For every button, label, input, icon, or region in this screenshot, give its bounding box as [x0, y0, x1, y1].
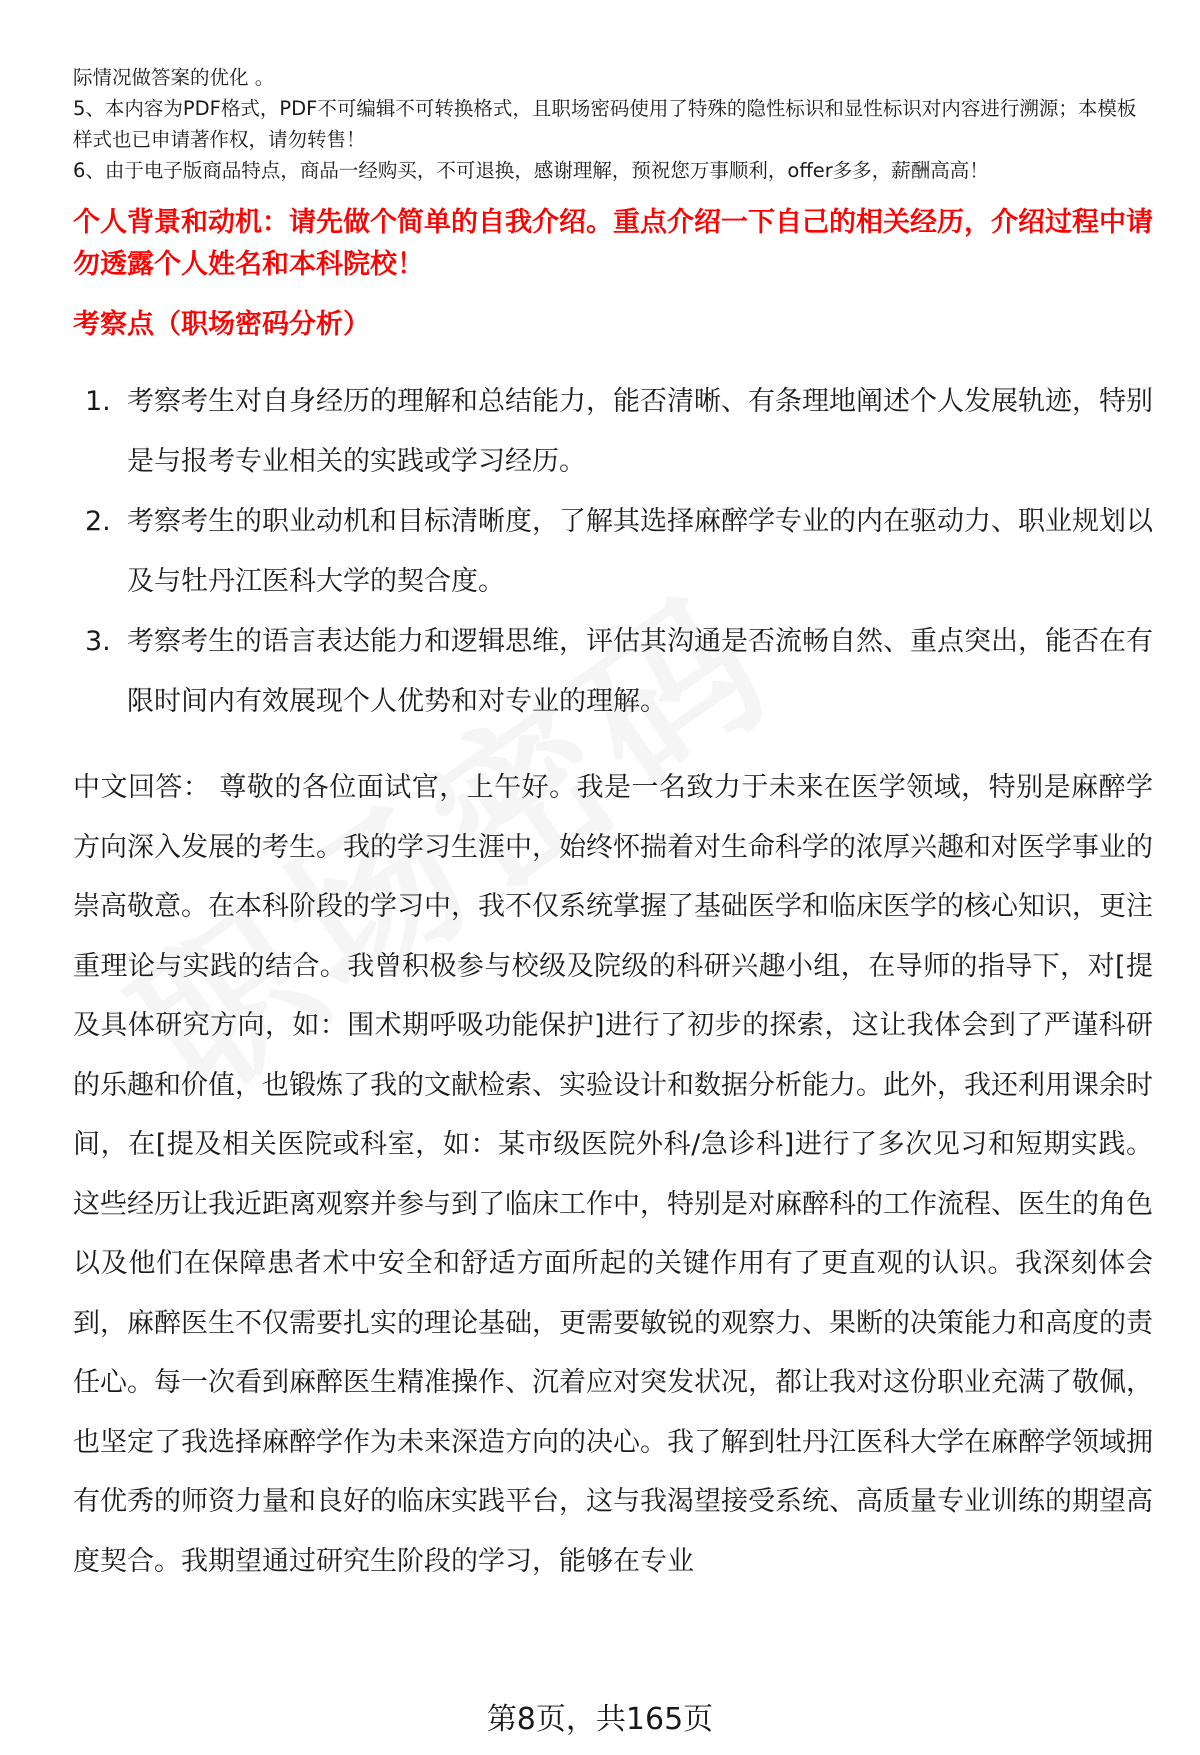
page-number-footer: 第8页，共165页 — [486, 1702, 714, 1737]
list-number: 2. — [85, 506, 111, 537]
notes-block — [73, 62, 1153, 186]
list-item-text: 考察考生的职业动机和目标清晰度，了解其选择麻醉学专业的内在驱动力、职业规划以及与牡丹江医科大学的契合度。 — [127, 506, 1153, 597]
document-page — [73, 62, 1153, 1591]
list-item-text: 考察考生的语言表达能力和逻辑思维，评估其沟通是否流畅自然、重点突出，能否在有限时间内有效展现个人优势和对专业的理解。 — [127, 626, 1153, 717]
list-item — [73, 492, 1153, 612]
question-heading: 个人背景和动机：请先做个简单的自我介绍。重点介绍一下自己的相关经历，介绍过程中请勿透露个人姓名和本科院校！ — [73, 207, 1153, 280]
list-number: 3. — [85, 626, 111, 657]
note-line: 际情况做答案的优化 。 — [73, 66, 275, 89]
list-item — [73, 372, 1153, 492]
list-item-text: 考察考生对自身经历的理解和总结能力，能否清晰、有条理地阐述个人发展轨迹，特别是与报考专业相关的实践或学习经历。 — [127, 386, 1153, 477]
note-line: 6、由于电子版商品特点，商品一经购买，不可退换，感谢理解，预祝您万事顺利，offer多多，薪酬高高！ — [73, 159, 989, 182]
list-number: 1. — [85, 386, 111, 417]
list-item — [73, 612, 1153, 732]
assessment-points-list — [73, 372, 1153, 732]
answer-paragraph: 中文回答： 尊敬的各位面试官，上午好。我是一名致力于未来在医学领域，特别是麻醉学方向深入发展的考生。我的学习生涯中，始终怀揣着对生命科学的浓厚兴趣和对医学事业的崇高敬意。在本科阶段的学习中，我不仅系统掌握了基础医学和临床医学的核心知识，更注重理论与实践的结合。我曾积极参与校级及院级的科研兴趣小组，在导师的指导下，对[提及具体研究方向，如：围术期呼吸功能保护]进行了初步的探索，这让我体会到了严谨科研的乐趣和价值，也锻炼了我的文献检索、实验设计和数据分析能力。此外，我还利用课余时间，在[提及相关医院或科室，如：某市级医院外科/急诊科]进行了多次见习和短期实践。这些经历让我近距离观察并参与到了临床工作中，特别是对麻醉科的工作流程、医生的角色以及他们在保障患者术中安全和舒适方面所起的关键作用有了更直观的认识。我深刻体会到，麻醉医生不仅需要扎实的理论基础，更需要敏锐的观察力、果断的决策能力和高度的责任心。每一次看到麻醉医生精准操作、沉着应对突发状况，都让我对这份职业充满了敬佩，也坚定了我选择麻醉学作为未来深造方向的决心。我了解到牡丹江医科大学在麻醉学领域拥有优秀的师资力量和良好的临床实践平台，这与我渴望接受系统、高质量专业训练的期望高度契合。我期望通过研究生阶段的学习，能够在专业 — [73, 772, 1153, 1577]
section-title: 考察点（职场密码分析） — [73, 309, 370, 340]
note-line: 5、本内容为PDF格式，PDF不可编辑不可转换格式，且职场密码使用了特殊的隐性标识和显性标识对内容进行溯源；本模板样式也已申请著作权，请勿转售！ — [73, 97, 1137, 151]
